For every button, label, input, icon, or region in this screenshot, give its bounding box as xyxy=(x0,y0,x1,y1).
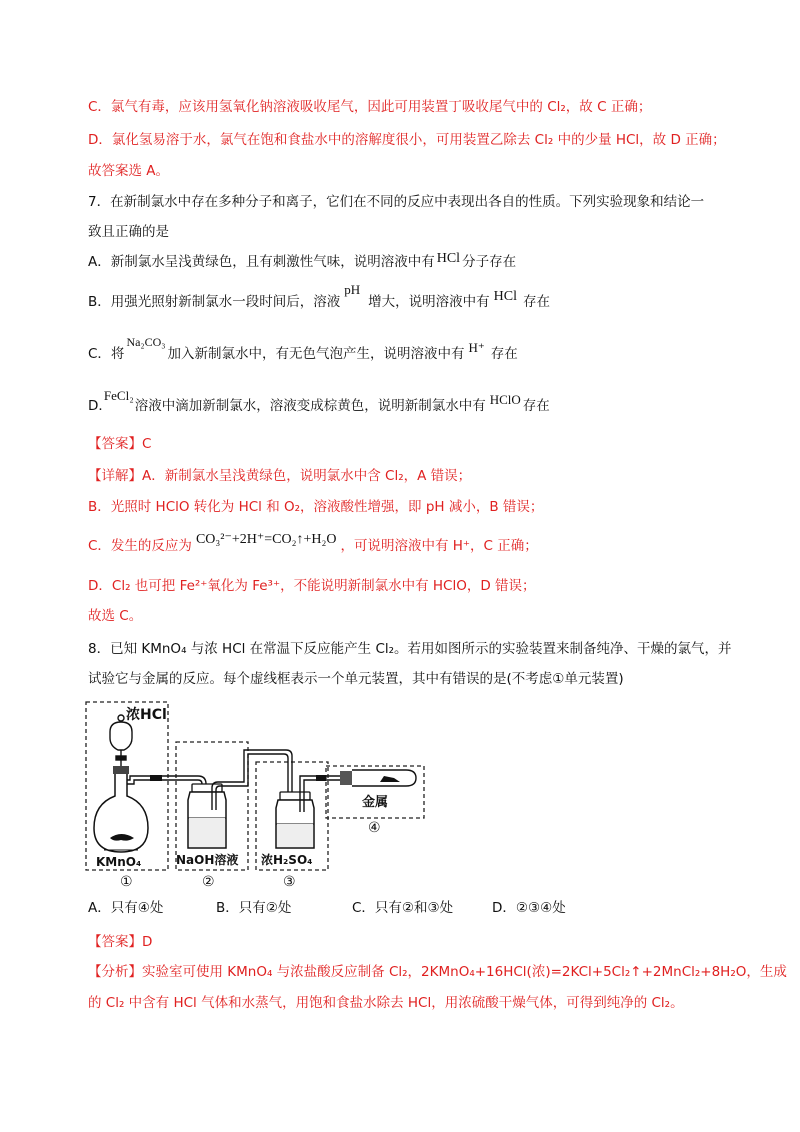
q7-option-d-formula-hclo: HClO xyxy=(489,392,521,407)
q7-option-a-tail: 分子存在 xyxy=(462,254,517,270)
q7-option-b-text: B．用强光照射新制氯水一段时间后，溶液 xyxy=(88,294,341,310)
q8-analysis-line2: 的 Cl₂ 中含有 HCl 气体和水蒸气，用饱和食盐水除去 HCl，用浓硫酸干燥气体，可得到纯净的 Cl₂。 xyxy=(88,995,684,1011)
q7-option-c-text: C．将 xyxy=(88,346,125,362)
q7-option-b-formula-ph: pH xyxy=(344,282,361,297)
q8-answer: 【答案】D xyxy=(88,934,153,950)
q7-analysis-c xyxy=(88,532,538,557)
q8-stem-line1: 8．已知 KMnO₄ 与浓 HCl 在常温下反应能产生 Cl₂。若用如图所示的实验装置来制备纯净、干燥的氯气，并 xyxy=(88,641,732,657)
q7-option-c-tail: 存在 xyxy=(490,346,518,362)
q7-analysis-c-text: C．发生的反应为 xyxy=(88,538,192,554)
q8-option-a: A．只有④处 xyxy=(88,900,164,916)
apparatus-diagram xyxy=(80,700,440,890)
q7-analysis-b: B．光照时 HClO 转化为 HCl 和 O₂，溶液酸性增强，即 pH 减小，B 错误； xyxy=(88,499,544,515)
separatory-funnel xyxy=(110,715,132,772)
q7-option-d xyxy=(88,388,550,416)
wash-bottle-2 xyxy=(188,784,226,848)
q7-option-b-mid: 增大，说明溶液中有 xyxy=(368,294,490,310)
label-unit-2: ② xyxy=(202,874,215,890)
q7-option-d-tail: 存在 xyxy=(522,398,550,414)
label-h2so4: 浓H₂SO₄ xyxy=(261,853,313,867)
label-unit-3: ③ xyxy=(283,874,296,890)
prev-option-c-analysis: C．氯气有毒，应该用氢氧化钠溶液吸收尾气，因此可用装置丁吸收尾气中的 Cl₂，故 C 正确； xyxy=(88,99,652,115)
q7-option-b xyxy=(88,282,550,313)
test-tube xyxy=(340,770,416,786)
q8-option-c: C．只有②和③处 xyxy=(352,900,454,916)
q8-analysis-line1: 【分析】实验室可使用 KMnO₄ 与浓盐酸反应制备 Cl₂，2KMnO₄+16HCl(浓)=2KCl+5Cl₂↑+2MnCl₂+8H₂O，生成 xyxy=(88,964,787,980)
q7-analysis-a: 【详解】A．新制氯水呈浅黄绿色，说明氯水中含 Cl₂，A 错误； xyxy=(88,468,472,484)
q7-option-b-tail: 存在 xyxy=(523,294,550,310)
q7-option-a-formula: HCl xyxy=(436,251,461,266)
q8-option-b: B．只有②处 xyxy=(216,900,292,916)
flask-stopper xyxy=(113,766,129,774)
prev-option-d-analysis: D．氯化氢易溶于水，氯气在饱和食盐水中的溶解度很小，可用装置乙除去 Cl₂ 中的少量 HCl，故 D 正确； xyxy=(88,132,726,148)
q7-stem-line2: 致且正确的是 xyxy=(88,224,169,240)
q7-option-a-text: A．新制氯水呈浅黄绿色，且有刺激性气味，说明溶液中有 xyxy=(88,254,435,270)
wash-bottle-3 xyxy=(276,792,314,848)
q8-stem-line2: 试验它与金属的反应。每个虚线框表示一个单元装置，其中有错误的是(不考虑①单元装置) xyxy=(88,671,624,687)
q7-option-c-formula-h: H⁺ xyxy=(468,340,485,355)
q7-option-c-mid: 加入新制氯水中，有无色气泡产生，说明溶液中有 xyxy=(167,346,465,362)
q8-option-d: D．②③④处 xyxy=(492,900,566,916)
q7-answer: 【答案】C xyxy=(88,436,152,452)
q7-option-d-label: D． xyxy=(88,398,112,414)
label-conc-hcl: 浓HCl xyxy=(126,707,167,723)
q7-stem-line1: 7．在新制氯水中存在多种分子和离子，它们在不同的反应中表现出各自的性质。下列实验现象和结论一 xyxy=(88,194,705,210)
q7-analysis-c-equation: CO₃²⁻+2H⁺=CO₂↑+H₂O xyxy=(195,532,337,547)
q7-conclusion: 故选 C。 xyxy=(88,608,143,624)
q7-analysis-d: D．Cl₂ 也可把 Fe²⁺氧化为 Fe³⁺，不能说明新制氯水中有 HClO，D 错误； xyxy=(88,578,536,594)
q7-analysis-c-tail: ，可说明溶液中有 H⁺，C 正确； xyxy=(340,538,538,554)
prev-conclusion: 故答案选 A。 xyxy=(88,163,170,179)
label-unit-4: ④ xyxy=(368,820,381,836)
q7-option-c-formula-na2co3: Na₂CO₃ xyxy=(126,335,166,349)
q7-option-d-formula-fecl2: FeCl₂ xyxy=(103,388,134,403)
q7-option-a xyxy=(88,252,516,273)
q7-option-c xyxy=(88,335,518,364)
label-naoh: NaOH溶液 xyxy=(176,853,239,867)
label-metal: 金属 xyxy=(362,795,389,810)
label-unit-1: ① xyxy=(120,874,133,890)
label-kmno4: KMnO₄ xyxy=(96,855,142,869)
q7-option-b-formula-hcl: HCl xyxy=(493,289,517,304)
q7-option-d-mid: 溶液中滴加新制氯水，溶液变成棕黄色，说明新制氯水中有 xyxy=(134,398,486,414)
flask-body xyxy=(94,774,148,852)
